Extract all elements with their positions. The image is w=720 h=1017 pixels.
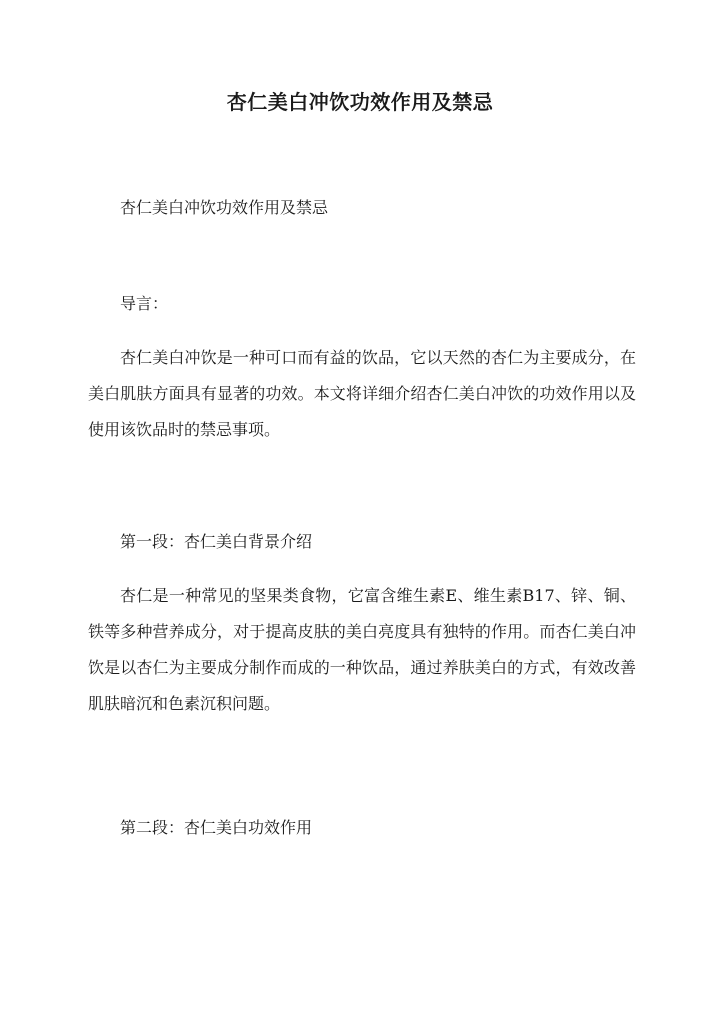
intro-heading: 导言： (120, 294, 169, 313)
document-title: 杏仁美白冲饮功效作用及禁忌 (226, 90, 494, 114)
intro-paragraph: 杏仁美白冲饮是一种可口而有益的饮品，它以天然的杏仁为主要成分，在美白肌肤方面具有显著的功效。本文将详细介绍杏仁美白冲饮的功效作用以及使用该饮品时的禁忌事项。 (88, 348, 636, 439)
section1-paragraph: 杏仁是一种常见的坚果类食物，它富含维生素E、维生素B17、锌、铜、铁等多种营养成分，对于提高皮肤的美白亮度具有独特的作用。而杏仁美白冲饮是以杏仁为主要成分制作而成的一种饮品，通过养肤美白的方式，有效改善肌肤暗沉和色素沉积问题。 (88, 586, 636, 713)
section2-heading: 第二段：杏仁美白功效作用 (120, 818, 313, 837)
section1-heading: 第一段：杏仁美白背景介绍 (120, 532, 313, 551)
document-subtitle: 杏仁美白冲饮功效作用及禁忌 (120, 198, 329, 217)
